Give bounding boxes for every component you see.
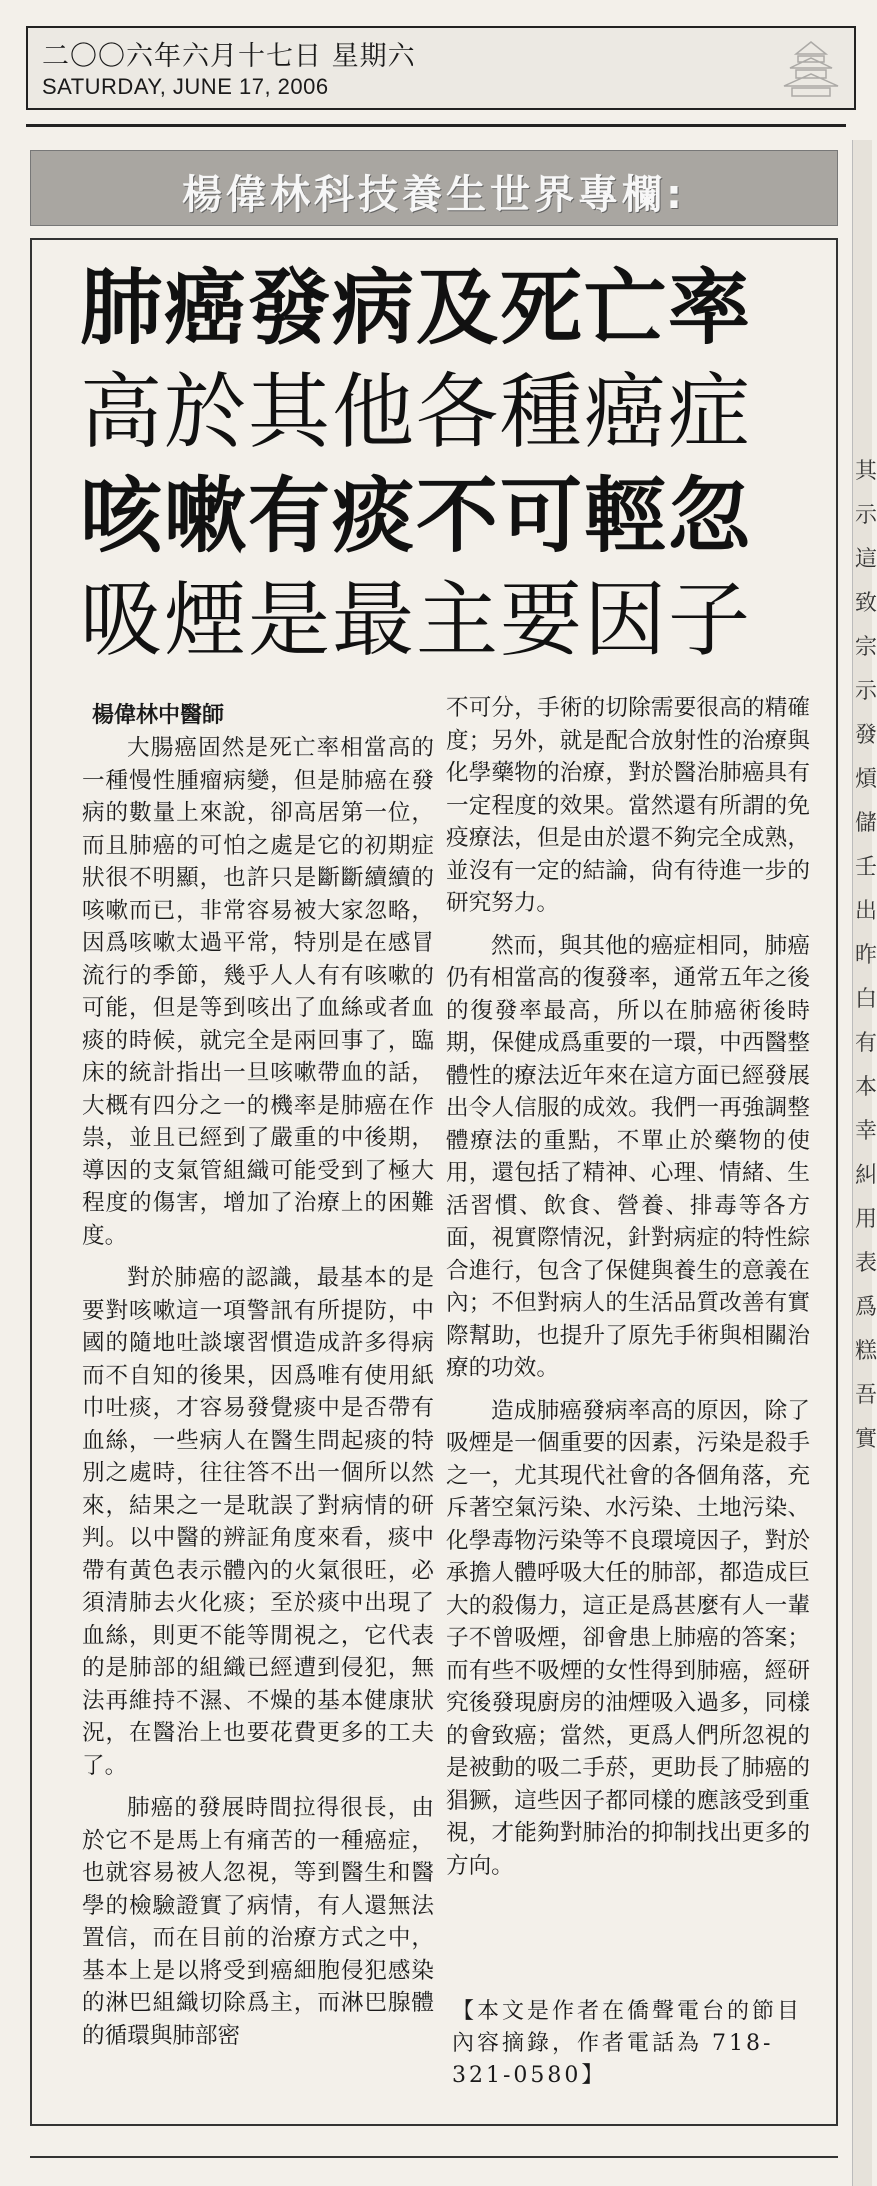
article-paragraph: 肺癌的發展時間拉得很長，由於它不是馬上有痛苦的一種癌症，也就容易被人忽視，等到醫生和醫學的檢驗證實了病情，有人還無法置信，而在目前的治療方式之中，基本上是以將受到癌細胞侵犯感染的淋巴組織切除爲主，而淋巴腺體的循環與肺部密 xyxy=(82,1795,434,2049)
article-paragraph: 大腸癌固然是死亡率相當高的一種慢性腫瘤病變，但是肺癌在發病的數量上來說，卻高居第一位，而且肺癌的可怕之處是它的初期症狀很不明顯，也許只是斷斷續續的咳嗽而已，非常容易被大家忽略，因爲咳嗽太過平常，特別是在感冒流行的季節，幾乎人人有有咳嗽的可能，但是等到咳出了血絲或者血痰的時候，就完全是兩回事了，臨床的統計指出一旦咳嗽帶血的話，大概有四分之一的機率是肺癌在作祟，並且已經到了嚴重的中後期，導因的支氣管組織可能受到了極大程度的傷害，增加了治療上的困難度。 xyxy=(82,735,434,1249)
column-banner xyxy=(30,150,838,226)
article-paragraph: 對於肺癌的認識，最基本的是要對咳嗽這一項警訊有所提防，中國的隨地吐談壞習慣造成許多得病而不自知的後果，因爲唯有使用紙巾吐痰，才容易發覺痰中是否帶有血絲，一些病人在醫生問起痰的特別之處時，往往答不出一個所以然來，結果之一是耽誤了對病情的研判。以中醫的辨証角度來看，痰中帶有黃色表示體內的火氣很旺，必須清肺去火化痰；至於痰中出現了血絲，則更不能等閒視之，它代表的是肺部的組織已經遭到侵犯，無法再維持不濕、不燥的基本健康狀況，在醫治上也要花費更多的工夫了。 xyxy=(82,1265,434,1779)
masthead-rule xyxy=(26,124,846,127)
adjacent-column-text: 其示這致宗示發熕儲壬出昨白有本幸糾用表爲糕吾實 xyxy=(855,459,877,1452)
headline-line-1: 肺癌發病及死亡率 xyxy=(80,261,753,356)
headline-line-4: 吸煙是最主要因子 xyxy=(80,573,753,668)
headline-line-2: 高於其他各種癌症 xyxy=(80,365,753,460)
pagoda-icon xyxy=(776,38,846,98)
article-paragraph: 然而，與其他的癌症相同，肺癌仍有相當高的復發率，通常五年之後的復發率最高，所以在肺癌術後時期，保健成爲重要的一環，中西醫整體性的療法近年來在這方面已經發展出令人信服的成效。我們一再強調整體療法的重點，不單止於藥物的使用，還包括了精神、心理、情緒、生活習慣、飲食、營養、排毒等各方面，視實際情況，針對病症的特性綜合進行，包含了保健與養生的意義在內；不但對病人的生活品質改善有實際幫助，也提升了原先手術與相關治療的功效。 xyxy=(446,932,810,1381)
column-title: 楊偉林科技養生世界專欄: xyxy=(182,172,686,218)
masthead xyxy=(26,26,856,110)
article-paragraph: 造成肺癌發病率高的原因，除了吸煙是一個重要的因素，污染是殺手之一，尤其現代社會的各個角落，充斥著空氣污染、水污染、土地污染、化學毒物污染等不良環境因子，對於承擔人體呼吸大任的肺部，都造成巨大的殺傷力，這正是爲甚麼有人一輩子不曾吸煙，卻會患上肺癌的答案；而有些不吸煙的女性得到肺癌，經研究後發現廚房的油煙吸入過多，同樣的會致癌；當然，更爲人們所忽視的是被動的吸二手菸，更助長了肺癌的猖獗，這些因子都同樣的應該受到重視，才能夠對肺治的抑制找出更多的方向。 xyxy=(446,1397,810,1879)
article-column-left xyxy=(82,700,434,2062)
author-byline: 楊偉林中醫師 xyxy=(92,703,225,728)
author-note: 【本文是作者在僑聲電台的節目內容摘錄，作者電話為 718-321-0580】 xyxy=(452,1999,803,2088)
article-paragraph: 不可分，手術的切除需要很高的精確度；另外，就是配合放射性的治療與化學藥物的治療，對於醫治肺癌具有一定程度的效果。當然還有所謂的免疫療法，但是由於還不夠完全成熟，並沒有一定的結論，尙有待進一步的研究努力。 xyxy=(446,695,810,916)
bottom-rule xyxy=(30,2156,838,2158)
article-column-right xyxy=(446,692,810,1892)
date-chinese: 二〇〇六年六月十七日 星期六 xyxy=(42,41,416,72)
headline-line-3: 咳嗽有痰不可輕忽 xyxy=(80,469,753,564)
date-english: SATURDAY, JUNE 17, 2006 xyxy=(42,74,329,99)
